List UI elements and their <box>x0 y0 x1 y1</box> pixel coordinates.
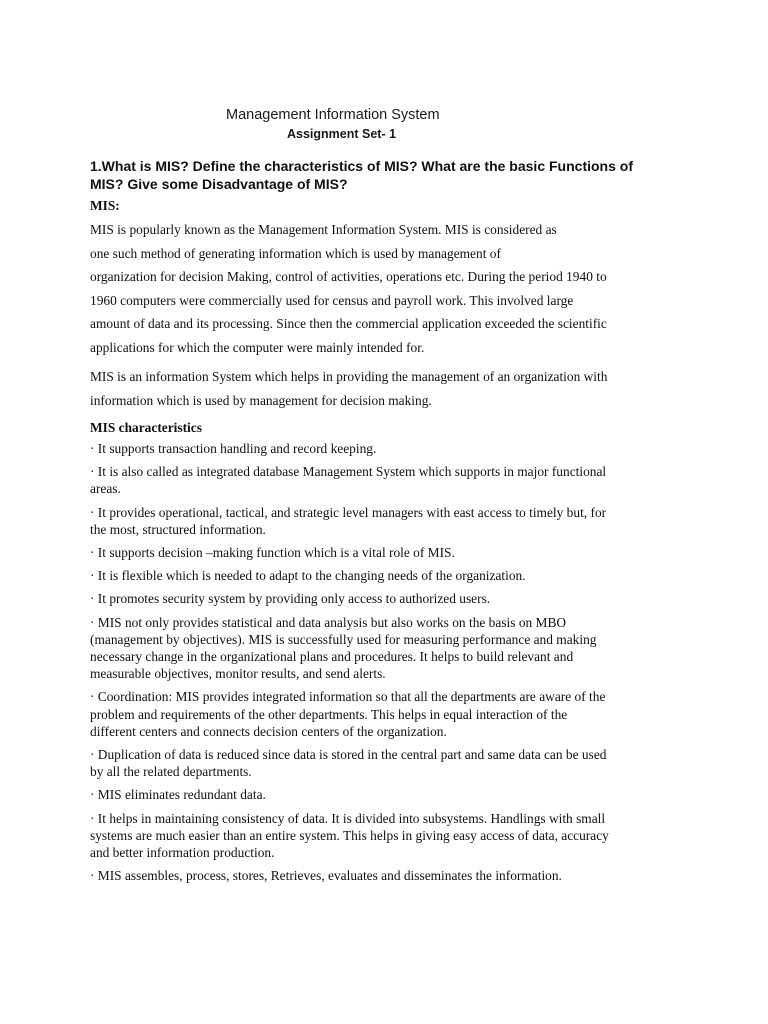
list-item-line: · It provides operational, tactical, and strategic level managers with east access to timely but, for <box>90 504 607 520</box>
list-item-line: the most, structured information. <box>90 521 266 537</box>
question-line: MIS? Give some Disadvantage of MIS? <box>90 176 348 192</box>
list-item-line: · MIS assembles, process, stores, Retrieves, evaluates and disseminates the information. <box>90 868 562 884</box>
list-item-line: areas. <box>90 481 121 497</box>
paragraph-line: MIS is an information System which helps in providing the management of an organization with <box>90 369 608 384</box>
paragraph-line: information which is used by management for decision making. <box>90 392 432 408</box>
list-item <box>90 567 690 584</box>
list-item-line: · It supports decision –making function which is a vital role of MIS. <box>90 545 455 561</box>
list-item <box>90 504 690 538</box>
list-item <box>90 746 690 780</box>
characteristics-list <box>90 440 690 884</box>
list-item-line: · It promotes security system by providing only access to authorized users. <box>90 591 491 607</box>
paragraph-line: 1960 computers were commercially used for census and payroll work. This involved large <box>90 292 574 308</box>
list-item <box>90 440 690 457</box>
list-item-line: necessary change in the organizational plans and procedures. It helps to build relevant and <box>90 649 574 665</box>
list-item <box>90 786 690 803</box>
paragraph-line: amount of data and its processing. Since then the commercial application exceeded the scientific <box>90 316 607 331</box>
question-line: 1.What is MIS? Define the characteristics of MIS? What are the basic Functions of <box>90 158 633 174</box>
list-item-line: · It supports transaction handling and record keeping. <box>90 441 377 456</box>
list-item <box>90 614 690 683</box>
document-title: Management Information System <box>226 107 440 123</box>
list-item-line: · It helps in maintaining consistency of data. It is divided into subsystems. Handlings with small <box>90 810 606 826</box>
list-item-line: · Coordination: MIS provides integrated information so that all the departments are aware of the <box>90 689 606 705</box>
list-item-line: measurable objectives, monitor results, and send alerts. <box>90 666 386 682</box>
paragraph-line: MIS is popularly known as the Management Information System. MIS is considered as <box>90 222 557 237</box>
document-body <box>90 197 690 890</box>
list-item-line: different centers and connects decision centers of the organization. <box>90 723 447 739</box>
list-item-line: · MIS not only provides statistical and data analysis but also works on the basis on MBO <box>90 614 567 630</box>
list-item-line: by all the related departments. <box>90 764 252 780</box>
list-item-line: · It is flexible which is needed to adapt to the changing needs of the organization. <box>90 568 526 584</box>
paragraph-line: applications for which the computer were mainly intended for. <box>90 339 425 355</box>
paragraph-line: one such method of generating information which is used by management of <box>90 245 501 261</box>
paragraph-line: organization for decision Making, control of activities, operations etc. During the period 1940 to <box>90 269 607 284</box>
document-subtitle: Assignment Set- 1 <box>287 127 397 141</box>
list-item-line: problem and requirements of the other departments. This helps in equal interaction of the <box>90 706 568 722</box>
list-item-line: · MIS eliminates redundant data. <box>90 787 266 803</box>
list-item <box>90 590 690 607</box>
list-item <box>90 810 690 862</box>
list-item <box>90 463 690 497</box>
characteristics-heading: MIS characteristics <box>90 420 202 435</box>
list-item-line: and better information production. <box>90 845 275 861</box>
list-item-line: · Duplication of data is reduced since data is stored in the central part and same data can be used <box>90 747 607 763</box>
second-paragraph <box>90 365 690 412</box>
list-item <box>90 867 690 884</box>
list-item <box>90 688 690 740</box>
mis-heading: MIS: <box>90 198 120 213</box>
list-item <box>90 544 690 561</box>
list-item-line: · It is also called as integrated database Management System which supports in major functional <box>90 464 607 480</box>
question-heading <box>90 157 690 193</box>
list-item-line: (management by objectives). MIS is successfully used for measuring performance and making <box>90 631 597 647</box>
intro-paragraph <box>90 218 690 359</box>
list-item-line: systems are much easier than an entire system. This helps in giving easy access of data, accuracy <box>90 827 609 843</box>
